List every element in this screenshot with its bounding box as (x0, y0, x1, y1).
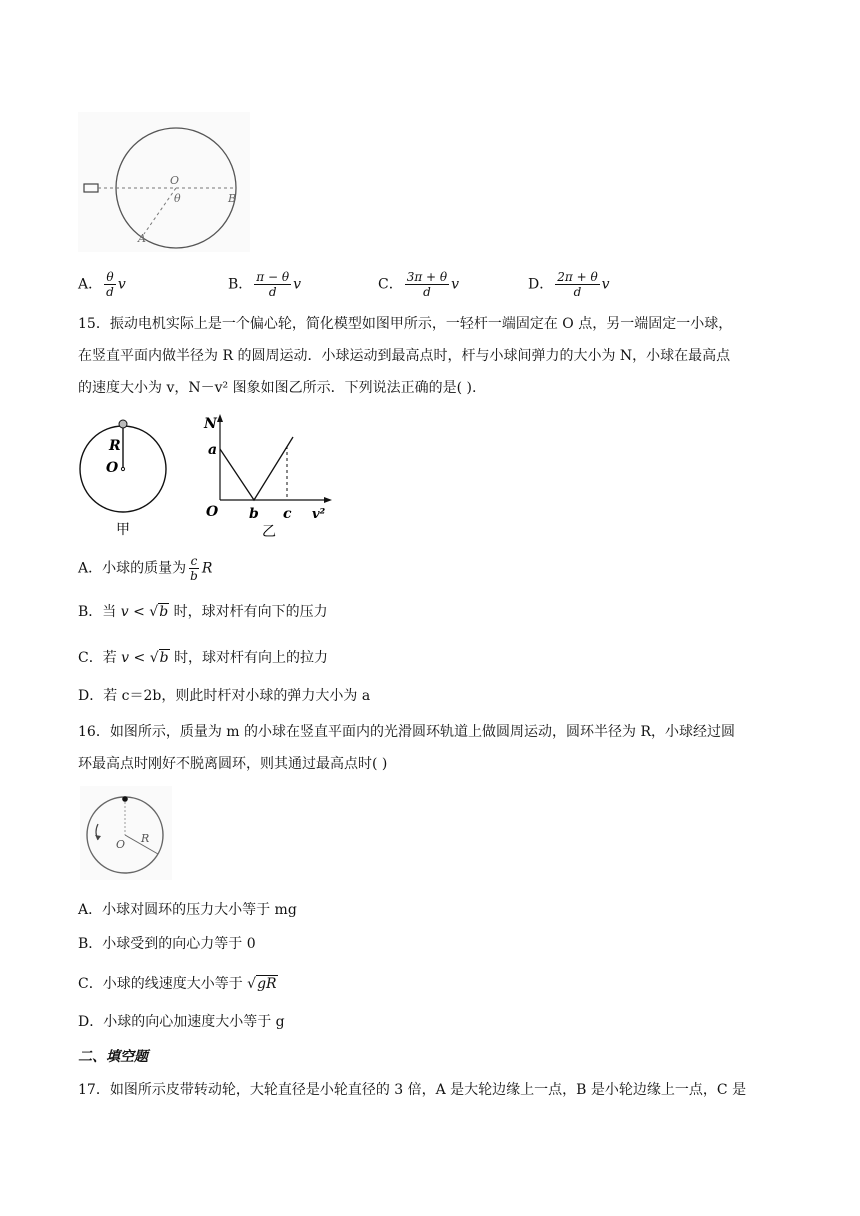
q15-option-d: D．若 c＝2b，则此时杆对小球的弹力大小为 a (78, 688, 371, 704)
q14-circle-diagram (78, 112, 250, 252)
q16-option-b: B．小球受到的向心力等于 0 (78, 936, 256, 952)
q16-label-r: R (141, 832, 150, 845)
q15-yi-origin: O (206, 504, 219, 520)
q15-yi-b-tick: b (249, 506, 259, 522)
q16-option-c: C．小球的线速度大小等于 √gR (78, 976, 277, 992)
q14-option-c: C． $\frac{3\pi + \theta}{d}$ v (378, 270, 460, 299)
q15-option-c: C．若 v < √b 时，球对杆有向上的拉力 (78, 650, 329, 666)
q15-line-2: 在竖直平面内做半径为 R 的圆周运动．小球运动到最高点时，杆与小球间弹力的大小为 N，小球在最高点 (78, 348, 731, 364)
q16-label-o: O (116, 838, 126, 851)
q15-jia-o-label: O (106, 460, 119, 476)
q16-line-2: 环最高点时刚好不脱离圆环，则其通过最高点时( ) (78, 756, 388, 772)
q14-label-a: A (138, 232, 146, 245)
q16-option-a: A．小球对圆环的压力大小等于 mg (78, 902, 297, 918)
q14-label-b: B (228, 192, 237, 205)
q15-option-b: B．当 v < √b 时，球对杆有向下的压力 (78, 604, 328, 620)
q15-line-3: 的速度大小为 v，N－v² 图象如图乙所示．下列说法正确的是( ). (78, 380, 477, 396)
q15-jia-caption: 甲 (116, 522, 130, 538)
q15-yi-y-tick: a (208, 442, 218, 458)
section-heading-fill-in: 二、填空题 (78, 1049, 148, 1065)
q14-option-b: B． $\frac{\pi - \theta}{d}$ v (228, 270, 302, 299)
q15-figure-yi (198, 412, 338, 542)
q16-line-1: 16．如图所示，质量为 m 的小球在竖直平面内的光滑圆环轨道上做圆周运动，圆环半径为 R，小球经过圆 (78, 724, 735, 740)
q15-yi-caption: 乙 (262, 524, 276, 540)
q14-label-theta: θ (174, 192, 181, 205)
q16-option-d: D．小球的向心加速度大小等于 g (78, 1014, 285, 1030)
q16-ring-diagram (80, 786, 172, 880)
q15-yi-x-axis: v² (312, 507, 326, 522)
q15-yi-y-axis: N (204, 416, 217, 432)
q15-yi-c-tick: c (283, 506, 292, 522)
q15-option-a: A．小球的质量为 $\frac{c}{b}$ R (78, 554, 213, 583)
q14-option-d: D． $\frac{2\pi + \theta}{d}$ v (528, 270, 610, 299)
q17-line-1: 17．如图所示皮带转动轮，大轮直径是小轮直径的 3 倍，A 是大轮边缘上一点，B 是小轮边缘上一点，C 是 (78, 1082, 747, 1098)
q15-figure-jia (78, 412, 170, 542)
q15-line-1: 15．振动电机实际上是一个偏心轮，简化模型如图甲所示，一轻杆一端固定在 O 点，另一端固定一小球， (78, 316, 733, 332)
q15-jia-r-label: R (109, 438, 121, 454)
q14-label-o: O (170, 174, 180, 187)
q14-option-a: A． $\frac{\theta}{d}$ v (78, 270, 126, 299)
